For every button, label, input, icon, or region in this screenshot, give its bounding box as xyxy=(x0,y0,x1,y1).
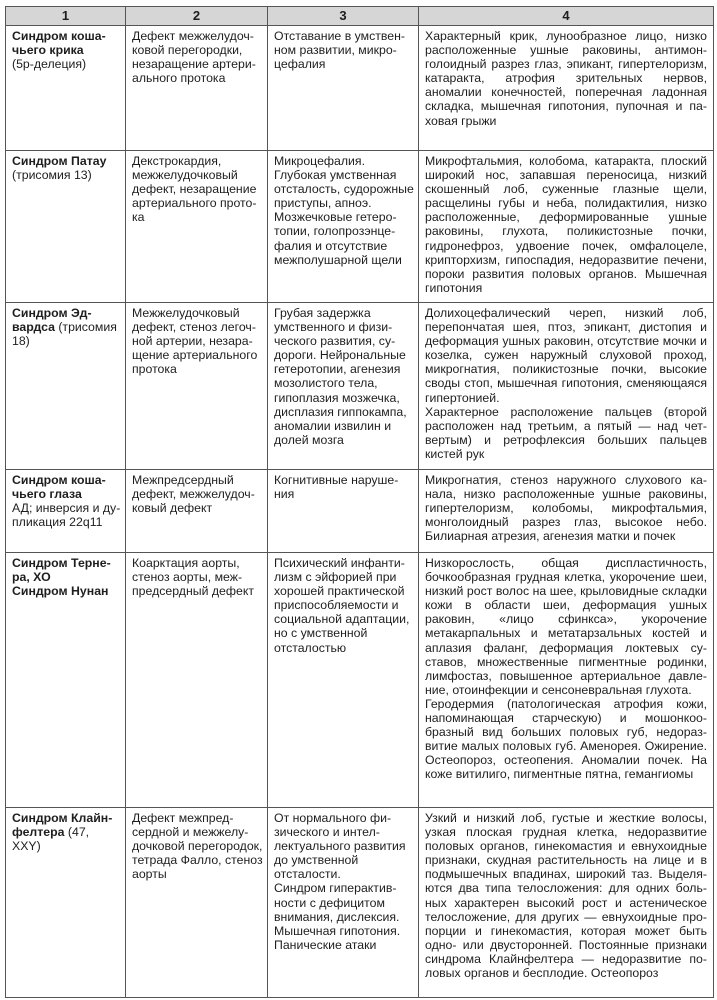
syndrome-note: (5р-делеция) xyxy=(12,57,87,72)
neurological-cell: Грубая задержка умственного и физического развития, судороги. Нейрональные гетеротопии, агенезия мозолистого тела, гипоплазия мозжечка, дисплазия гиппокампа, аномалии извилин и долей мозга xyxy=(268,303,419,470)
heart-defects-cell: Дефект межжелудочковой перегородки, незаращение артериального протока xyxy=(126,26,268,151)
syndrome-cell xyxy=(6,808,126,998)
syndrome-name: Синдром Тернера, ХО xyxy=(12,556,111,585)
syndrome-note: (трисомия 18) xyxy=(12,320,117,349)
syndromes-table xyxy=(5,6,714,998)
syndrome-cell xyxy=(6,26,126,151)
features-text-extra: Геродермия (патологическая атрофия кожи, напоминающая старческую) и мошонкообразный вид больших половых губ, недоразвитие малых половых губ. Аменорея. Ожирение. Остеопороз, остеопения. Аномалии почек. На коже витилиго, пигментные пятна, гемангиомы xyxy=(425,696,707,782)
header-row xyxy=(6,7,714,26)
heart-defects-cell: Коарктация аорты, стеноз аорты, межпредсердный дефект xyxy=(126,553,268,808)
neurological-text: От нормального физического и интеллектуального развития до умственной отсталости. xyxy=(274,811,406,882)
syndrome-note: АД; инверсия и дупликация 22q11 xyxy=(12,501,121,530)
syndrome-note: (трисомия 13) xyxy=(12,168,92,183)
syndrome-note: (47, ХХY) xyxy=(12,825,90,854)
syndrome-name: Синдром Клайнфелтера xyxy=(12,811,113,840)
features-text-extra: Характерное расположение пальцев (второй расположен над третьим, а пятый — над четвертым) и ретрофлексия больших пальцев кистей рук xyxy=(425,404,707,461)
heart-defects-cell: Межжелудочковый дефект, стеноз легочной артерии, незаращение артериального протока xyxy=(126,303,268,470)
column-header-4: 4 xyxy=(419,7,714,26)
syndrome-name: Синдром кошачьего глаза xyxy=(12,473,106,502)
table-row xyxy=(6,303,714,470)
neurological-cell: Психический инфантилизм с эйфорией при хорошей практической приспособляемости и социальной адаптации, но с умственной отсталостью xyxy=(268,553,419,808)
neurological-cell: Микроцефалия. Глубокая умственная отсталость, судорожные приступы, апноэ. Мозжечковые гетеротопии, голопрозэнцефалия и отсутствие межполушарной щели xyxy=(268,151,419,303)
neurological-cell: Когнитивные нарушения xyxy=(268,470,419,553)
column-header-2: 2 xyxy=(126,7,268,26)
syndrome-name: Синдром кошачьего крика xyxy=(12,29,106,58)
table-row xyxy=(6,470,714,553)
column-header-3: 3 xyxy=(268,7,419,26)
syndrome-name: Синдром Эдвардса xyxy=(12,306,92,335)
syndrome-name-secondary: Синдром Нунан xyxy=(12,584,109,599)
features-cell: Микрогнатия, стеноз наружного слухового канала, низко расположенные ушные раковины, гипертелоризм, колобомы, микрофтальмия, монголоидный разрез глаз, высокое небо. Билиарная атрезия, агенезия матки и почек xyxy=(419,470,714,553)
features-cell xyxy=(419,303,714,470)
features-cell: Характерный крик, лунообразное лицо, низко расположенные ушные раковины, антимонголоидный разрез глаз, эпикант, гипертелоризм, катаракта, атрофия зрительных нервов, аномалии конечностей, поперечная ладонная складка, мышечная гипотония, пупочная и паховая грыжи xyxy=(419,26,714,151)
syndrome-cell xyxy=(6,553,126,808)
column-header-1: 1 xyxy=(6,7,126,26)
table-row xyxy=(6,26,714,151)
syndrome-cell xyxy=(6,303,126,470)
heart-defects-cell: Межпредсердный дефект, межжелудочковый дефект xyxy=(126,470,268,553)
neurological-text-extra: Синдром гиперактивности с дефицитом внимания, дислексия. Мышечная гипотония. Панические атаки xyxy=(274,881,401,952)
heart-defects-cell: Декстрокардия, межжелудочковый дефект, незаращение артериального протока xyxy=(126,151,268,303)
neurological-cell: Отставание в умственном развитии, микроцефалия xyxy=(268,26,419,151)
table-row xyxy=(6,553,714,808)
features-cell: Микрофтальмия, колобома, катаракта, плоский широкий нос, запавшая переносица, низкий скошенный лоб, суженные глазные щели, расщелины губы и неба, полидактилия, низко расположенные, деформированные ушные раковины, глухота, поликистозные почки, гидронефроз, удвоение почек, омфалоцеле, крипторхизм, гипоспадия, недоразвитие печени, пороки развития половых органов. Мышечная гипотония xyxy=(419,151,714,303)
neurological-cell xyxy=(268,808,419,998)
syndrome-cell xyxy=(6,470,126,553)
syndrome-name: Синдром Патау xyxy=(12,154,107,168)
table-row xyxy=(6,151,714,303)
features-text: Долихоцефалический череп, низкий лоб, перепончатая шея, птоз, эпикант, дистопия и деформация ушных раковин, отсутствие мочки и козелка, сужен наружный слуховой проход, микрогнатия, поликистозные почки, высокие своды стоп, мышечная гипотония, сменяющаяся гипертонией. xyxy=(425,306,707,405)
features-cell xyxy=(419,553,714,808)
heart-defects-cell: Дефект межпредсердной и межжелудочковой перегородок, тетрада Фалло, стеноз аорты xyxy=(126,808,268,998)
features-text: Низкорослость, общая диспластичность, бочкообразная грудная клетка, укорочение шеи, низкий рост волос на шее, крыловидные складки кожи в области шеи, деформация ушных раковин, «лицо сфинкса», укорочение метакарпальных и метатарзальных костей и аплазия фаланг, деформация локтевых суставов, множественные пигментные родинки, лимфостаз, повышенное артериальное давление, отоинфекции и сенсоневральная глухота. xyxy=(425,556,707,697)
syndrome-cell xyxy=(6,151,126,303)
features-cell: Узкий и низкий лоб, густые и жесткие волосы, узкая плоская грудная клетка, недоразвитие половых органов, гинекомастия и евнухоидные признаки, скудная растительность на лице и в подмышечных впадинах, широкий таз. Выделяются два типа телосложения: для одних больных характерен высокий рост и астеническое телосложение, для других — евнухоидные пропорции и гинекомастия, которая может быть одно- или двусторонней. Постоянные признаки синдрома Клайнфелтера — недоразвитие половых органов и бесплодие. Остеопороз xyxy=(419,808,714,998)
table-row xyxy=(6,808,714,998)
